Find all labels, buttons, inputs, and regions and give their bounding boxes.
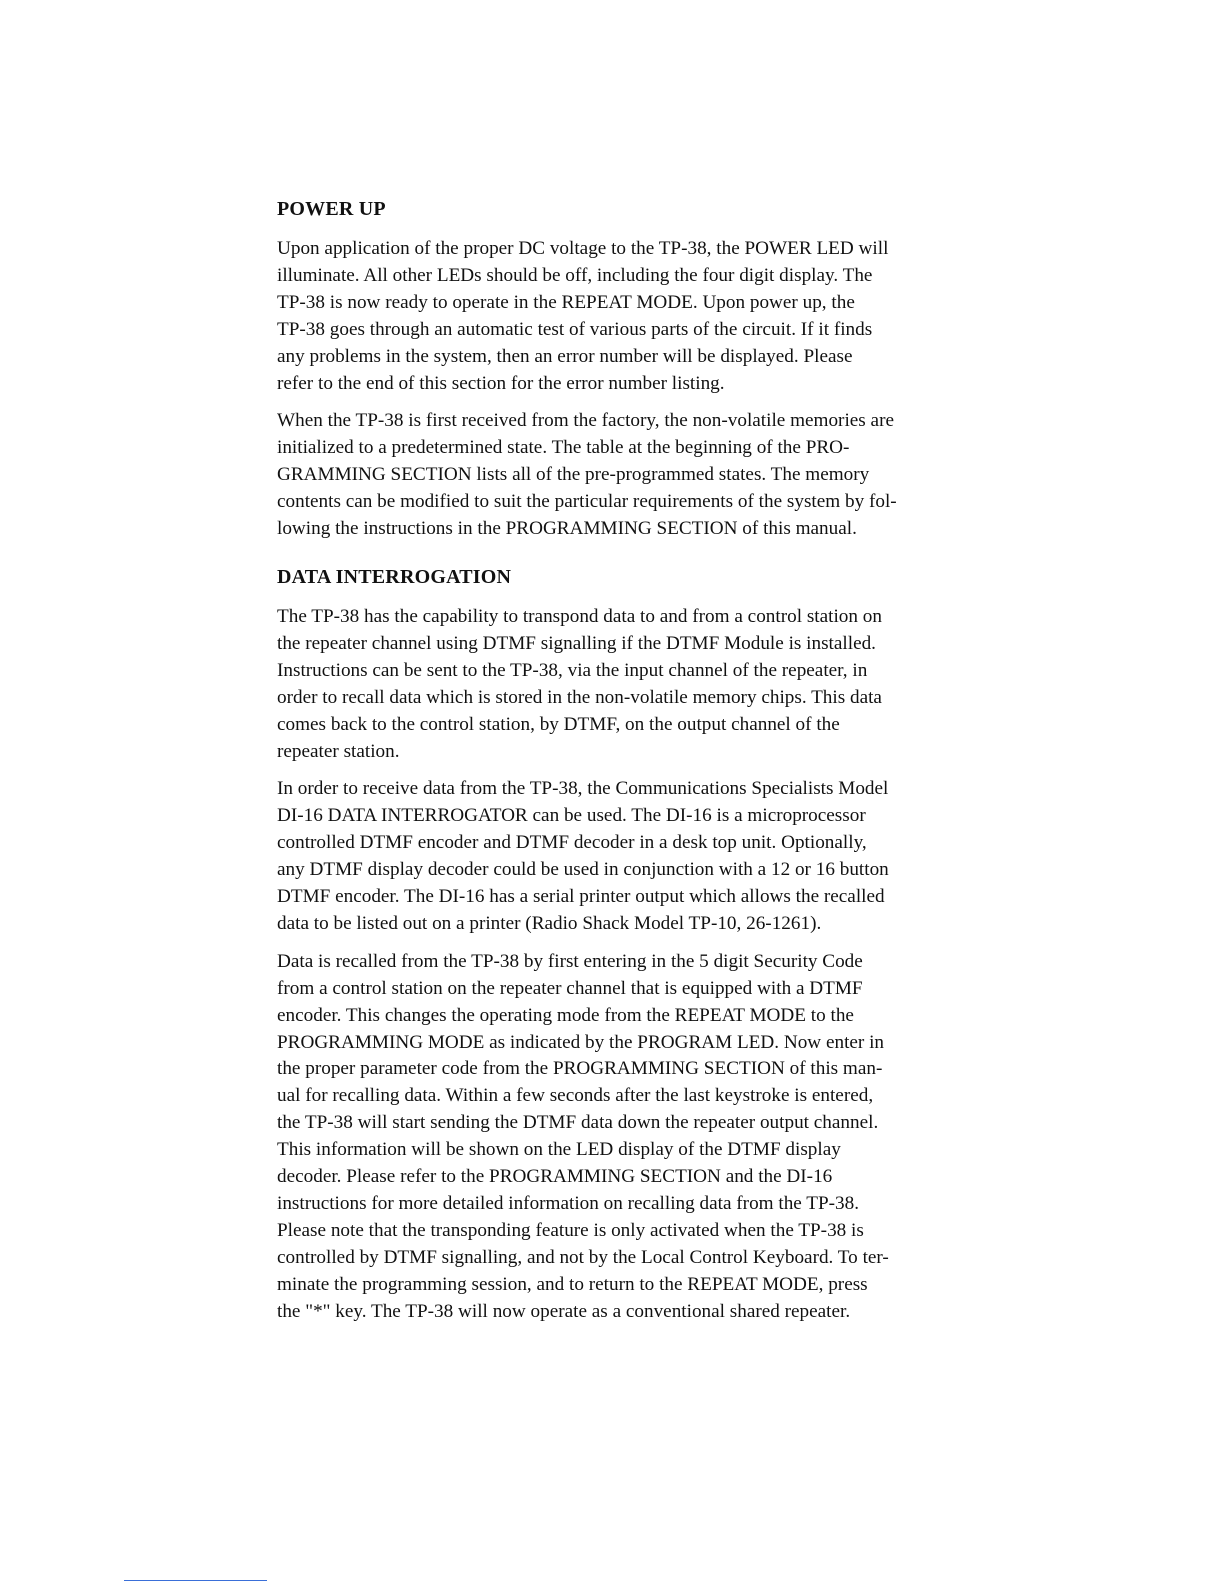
text-line: This information will be shown on the LED display of the DTMF display bbox=[277, 1139, 841, 1161]
text-line: contents can be modified to suit the particular requirements of the system by fol- bbox=[277, 491, 897, 513]
text-line: DI-16 DATA INTERROGATOR can be used. The DI-16 is a microprocessor bbox=[277, 805, 866, 827]
text-line: minate the programming session, and to return to the REPEAT MODE, press bbox=[277, 1273, 868, 1295]
text-line: instructions for more detailed information on recalling data from the TP-38. bbox=[277, 1193, 860, 1214]
text-line: the repeater channel using DTMF signalling if the DTMF Module is installed. bbox=[277, 632, 876, 654]
text-line: DTMF encoder. The DI-16 has a serial printer output which allows the recalled bbox=[277, 886, 885, 908]
paragraph bbox=[277, 236, 1022, 397]
text-line: comes back to the control station, by DTMF, on the output channel of the bbox=[277, 713, 840, 735]
section-heading: POWER UP bbox=[277, 198, 386, 220]
section-heading: DATA INTERROGATION bbox=[277, 565, 512, 588]
text-line: the TP-38 will start sending the DTMF data down the repeater output channel. bbox=[277, 1112, 879, 1134]
text-line: repeater station. bbox=[277, 740, 400, 762]
paragraph bbox=[277, 604, 1022, 765]
text-line: GRAMMING SECTION lists all of the pre-programmed states. The memory bbox=[277, 464, 870, 486]
paragraph bbox=[277, 776, 1022, 937]
text-line: order to recall data which is stored in the non-volatile memory chips. This data bbox=[277, 686, 882, 708]
text-line: initialized to a predetermined state. The table at the beginning of the PRO- bbox=[277, 437, 850, 459]
text-line: illuminate. All other LEDs should be off, including the four digit display. The bbox=[277, 264, 873, 286]
text-line: When the TP-38 is first received from the factory, the non-volatile memories are bbox=[277, 410, 894, 432]
paragraph bbox=[277, 949, 1022, 1326]
document-page bbox=[277, 196, 1022, 1337]
text-line: any DTMF display decoder could be used in conjunction with a 12 or 16 button bbox=[277, 859, 889, 881]
text-line: TP-38 goes through an automatic test of various parts of the circuit. If it finds bbox=[277, 318, 873, 340]
text-line: encoder. This changes the operating mode from the REPEAT MODE to the bbox=[277, 1004, 854, 1026]
text-line: controlled by DTMF signalling, and not by the Local Control Keyboard. To ter- bbox=[277, 1246, 889, 1268]
text-line: Instructions can be sent to the TP-38, via the input channel of the repeater, in bbox=[277, 659, 868, 681]
text-line: TP-38 is now ready to operate in the REPEAT MODE. Upon power up, the bbox=[277, 291, 855, 313]
text-line: PROGRAMMING MODE as indicated by the PROGRAM LED. Now enter in bbox=[277, 1031, 885, 1053]
section-data-interrogation bbox=[277, 564, 1022, 1326]
text-line: from a control station on the repeater channel that is equipped with a DTMF bbox=[277, 977, 863, 999]
text-line: Upon application of the proper DC voltage to the TP-38, the POWER LED will bbox=[277, 238, 889, 259]
section-power-up bbox=[277, 196, 1022, 543]
text-line: data to be listed out on a printer (Radio Shack Model TP-10, 26-1261). bbox=[277, 912, 822, 934]
paragraph bbox=[277, 408, 1022, 543]
text-line: decoder. Please refer to the PROGRAMMING SECTION and the DI-16 bbox=[277, 1166, 833, 1188]
scan-artifact-line bbox=[124, 1580, 267, 1581]
text-line: any problems in the system, then an error number will be displayed. Please bbox=[277, 345, 853, 367]
text-line: The TP-38 has the capability to transpond data to and from a control station on bbox=[277, 605, 882, 627]
section-spacer bbox=[277, 554, 1022, 564]
text-line: Data is recalled from the TP-38 by first entering in the 5 digit Security Code bbox=[277, 950, 863, 972]
text-line: the proper parameter code from the PROGRAMMING SECTION of this man- bbox=[277, 1058, 883, 1080]
text-line: ual for recalling data. Within a few seconds after the last keystroke is entered, bbox=[277, 1085, 874, 1107]
text-line: lowing the instructions in the PROGRAMMING SECTION of this manual. bbox=[277, 518, 857, 540]
text-line: Please note that the transponding feature is only activated when the TP-38 is bbox=[277, 1219, 864, 1241]
text-line: In order to receive data from the TP-38, the Communications Specialists Model bbox=[277, 778, 889, 800]
text-line: refer to the end of this section for the error number listing. bbox=[277, 372, 725, 394]
text-line: the "*" key. The TP-38 will now operate as a conventional shared repeater. bbox=[277, 1300, 851, 1322]
text-line: controlled DTMF encoder and DTMF decoder in a desk top unit. Optionally, bbox=[277, 832, 867, 854]
